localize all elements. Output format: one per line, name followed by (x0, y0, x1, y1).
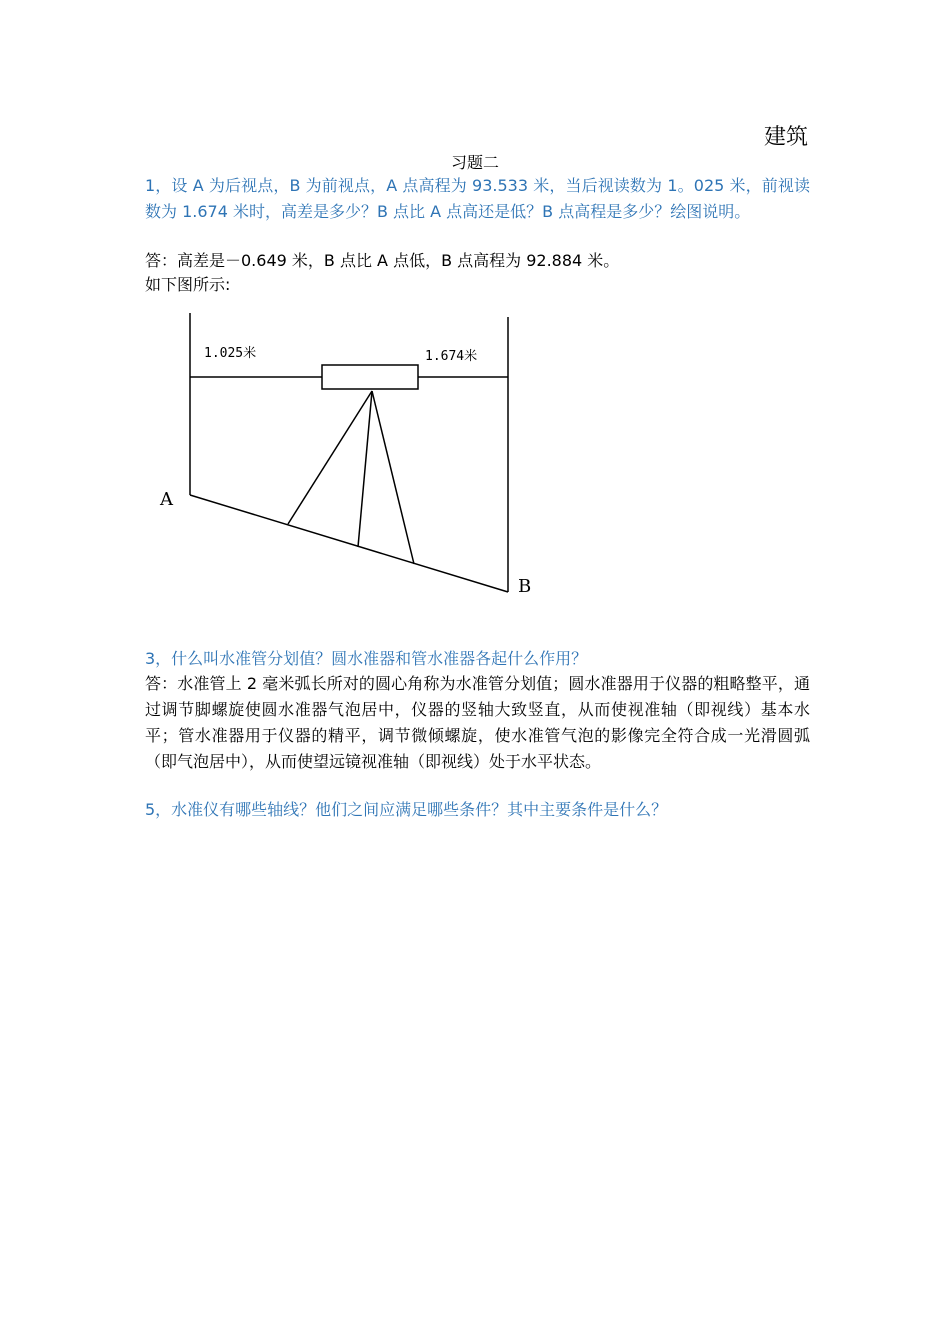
question-1: 1，设 A 为后视点，B 为前视点，A 点高程为 93.533 米，当后视读数为 1。025 米，前视读数为 1.674 米时，高差是多少？B 点比 A 点高还是低？B 点高程是多少？绘图说明。 (145, 176, 810, 221)
document-title: 习题二 (450, 153, 499, 172)
leveling-diagram (150, 305, 550, 605)
front-reading-label: 1.674米 (425, 349, 478, 364)
tripod-leg-middle (358, 391, 372, 547)
ground-line (190, 495, 508, 592)
figure-note: 如下图所示: (145, 275, 231, 294)
question-5: 5，水准仪有哪些轴线？他们之间应满足哪些条件？其中主要条件是什么？ (145, 800, 668, 819)
answer-3: 答：水准管上 2 毫米弧长所对的圆心角称为水准管分划值；圆水准器用于仪器的粗略整平，通过调节脚螺旋使圆水准器气泡居中，仪器的竖轴大致竖直，从而使视准轴（即视线）基本水平；管水准器用于仪器的精平，调节微倾螺旋，使水准管气泡的影像完全符合成一光滑圆弧（即气泡居中），从而使望远镜视准轴（即视线）处于水平状态。 (145, 674, 810, 771)
answer-1: 答：高差是－0.649 米，B 点比 A 点低，B 点高程为 92.884 米。 (145, 251, 620, 270)
point-b-label: B (518, 576, 532, 597)
tripod-leg-left (288, 391, 372, 524)
point-a-label: A (160, 489, 173, 510)
tripod-leg-right (372, 391, 414, 564)
back-reading-label: 1.025米 (204, 346, 257, 361)
level-instrument (322, 365, 418, 389)
header-title: 建筑 (763, 125, 808, 150)
question-3: 3，什么叫水准管分划值？圆水准器和管水准器各起什么作用？ (145, 649, 588, 668)
